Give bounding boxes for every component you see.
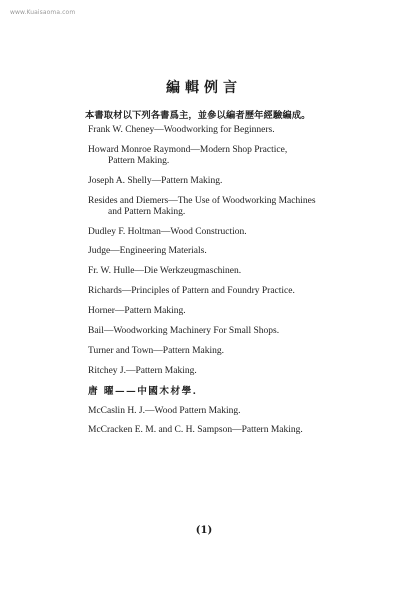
reference-text: Bail—Woodworking Machinery For Small Shops. (88, 326, 280, 337)
reference-item (88, 176, 388, 187)
reference-item (88, 306, 388, 317)
reference-text: McCaslin H. J.—Wood Pattern Making. (88, 405, 241, 416)
reference-text: Frank W. Cheney—Woodworking for Beginners. (88, 125, 275, 135)
reference-item (88, 366, 388, 377)
reference-text: Ritchey J.—Pattern Making. (88, 365, 197, 376)
reference-text: Turner and Town—Pattern Making. (88, 345, 225, 356)
reference-text: Joseph A. Shelly—Pattern Making. (88, 175, 223, 186)
reference-text: Fr. W. Hulle—Die Werkzeugmaschinen. (88, 266, 242, 277)
reference-item (88, 346, 388, 357)
reference-item (88, 145, 388, 167)
reference-item (88, 406, 388, 417)
reference-item (88, 266, 388, 277)
reference-item (88, 125, 388, 136)
reference-text: Horner—Pattern Making. (88, 306, 186, 317)
reference-text: Dudley F. Holtman—Wood Construction. (88, 226, 247, 237)
reference-text: McCracken E. M. and C. H. Sampson—Pattern Making. (88, 425, 303, 436)
intro-text: 本書取材以下列各書爲主，並參以編者歷年經驗編成。 (85, 110, 311, 121)
reference-list (88, 125, 388, 445)
page-number: (1) (195, 525, 213, 536)
reference-item (88, 286, 388, 297)
reference-continuation: Pattern Making. (108, 155, 170, 166)
watermark: www.Kuaisaoma.com (10, 9, 76, 16)
reference-item (88, 227, 388, 238)
reference-text: 唐 曜——中國木材學. (88, 385, 198, 397)
reference-text: Richards—Principles of Pattern and Foundry Practice. (88, 286, 295, 297)
reference-item (88, 196, 388, 218)
reference-item (88, 386, 388, 397)
reference-text: Resides and Diemers—The Use of Woodworking Machines (88, 195, 316, 206)
reference-continuation: and Pattern Making. (108, 206, 186, 217)
reference-text: Judge—Engineering Materials. (88, 246, 207, 257)
reference-item (88, 246, 388, 257)
page-title: 編輯例言 (166, 80, 242, 96)
reference-text: Howard Monroe Raymond—Modern Shop Practice, (88, 144, 288, 155)
reference-item (88, 326, 388, 337)
reference-item (88, 425, 388, 436)
